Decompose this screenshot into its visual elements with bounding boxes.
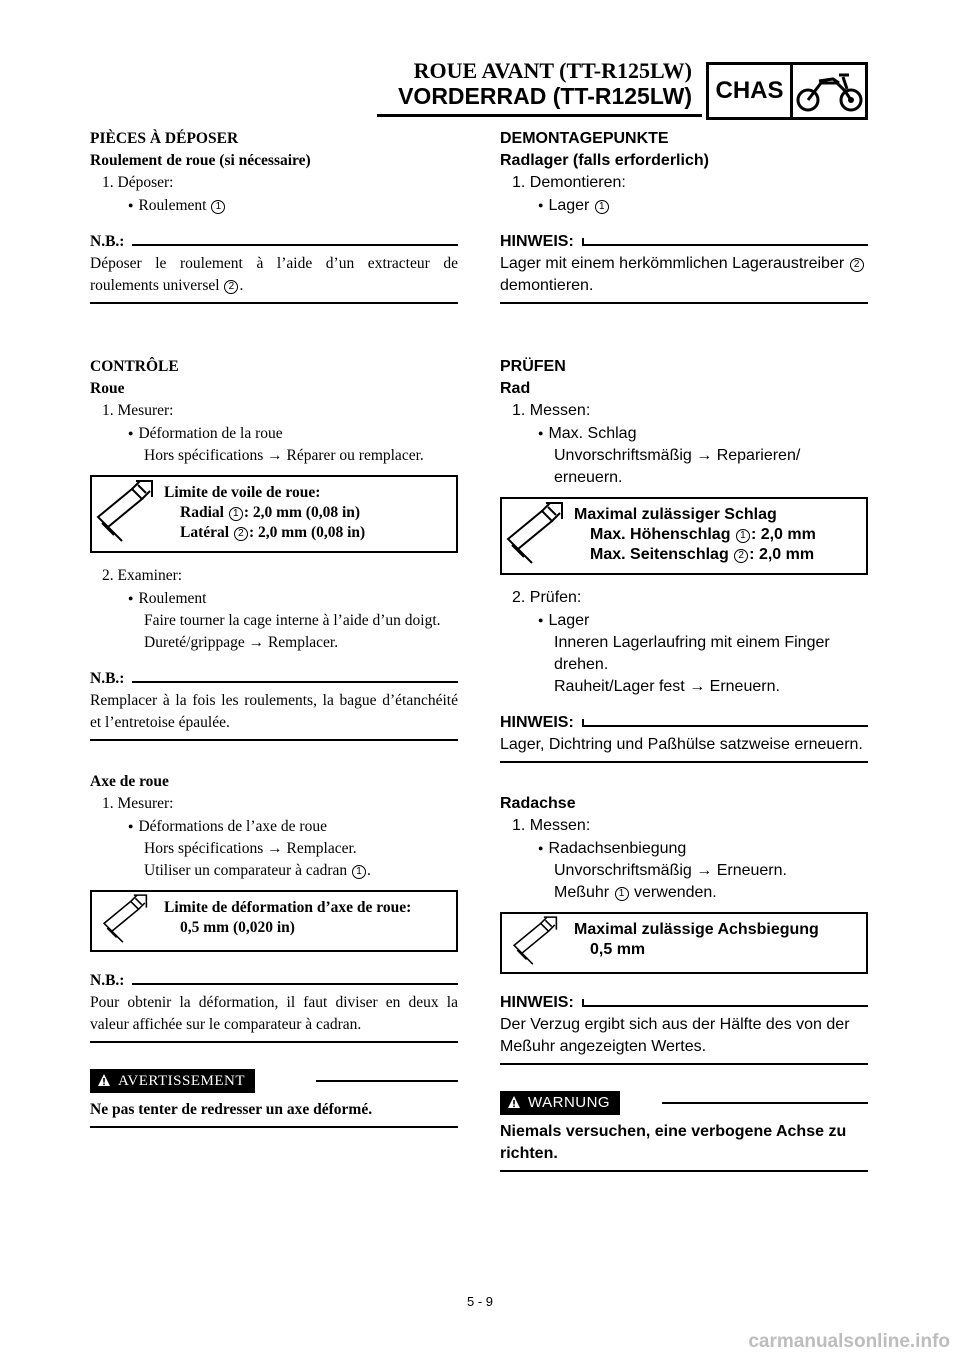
caliper-icon — [92, 477, 160, 551]
bullet-item: ● Radachsenbiegung — [500, 837, 868, 860]
spec-line: Radial 1 : 2,0 mm (0,08 in) — [180, 504, 361, 521]
note-label: N.B.: — [90, 231, 132, 253]
spec-line: Max. Seitenschlag 2 : 2,0 mm — [590, 546, 815, 563]
bullet-item: ● Roulement 1 — [90, 194, 458, 217]
caliper-icon — [92, 892, 160, 950]
subsection-title: Rad — [500, 380, 531, 397]
note-block — [90, 231, 458, 304]
spec-box — [90, 475, 458, 553]
instruction-text: Meßuhr 1 verwenden. — [554, 884, 717, 901]
spec-title: Limite de voile de roue: — [164, 484, 321, 501]
spec-box — [90, 890, 458, 952]
ref-number: 1 — [595, 200, 609, 214]
step: 1. Messen: — [512, 817, 591, 834]
instruction-text: Utiliser un comparateur à cadran 1 . — [144, 862, 371, 879]
spec-box — [500, 497, 868, 575]
instruction-text: Dureté/grippage → Remplacer. — [144, 634, 339, 651]
note-block — [500, 231, 868, 304]
step: 1. Déposer: — [102, 174, 174, 191]
ref-number: 2 — [234, 527, 248, 541]
ref-number: 1 — [736, 529, 750, 543]
step: 1. Mesurer: — [102, 402, 174, 419]
step: 2. Prüfen: — [512, 589, 582, 606]
note-text: Remplacer à la fois les roulements, la bague d’étanchéité et l’entretoise épaulée. — [90, 692, 458, 731]
section-title: DEMONTAGEPUNKTE — [500, 130, 669, 147]
section-label: CHAS — [709, 65, 793, 117]
note-text: Lager mit einem herkömmlichen Lageraustreiber 2 demontieren. — [500, 253, 868, 297]
section-title: CONTRÔLE — [90, 358, 179, 375]
bullet-item: ● Max. Schlag — [500, 422, 868, 445]
step: 2. Examiner: — [102, 567, 183, 584]
column-french — [90, 128, 458, 1128]
note-block — [500, 992, 868, 1065]
note-label: HINWEIS: — [500, 231, 582, 253]
bullet-item: ● Lager 1 — [500, 194, 868, 217]
ref-number: 1 — [615, 887, 629, 901]
note-label: N.B.: — [90, 668, 132, 690]
subsection-title: Radlager (falls erforderlich) — [500, 152, 709, 169]
ref-number: 2 — [734, 549, 748, 563]
header-rule — [377, 114, 702, 117]
note-label: HINWEIS: — [500, 992, 582, 1014]
bullet-item: ● Roulement — [90, 587, 458, 610]
ref-number: 1 — [352, 865, 366, 879]
step: 1. Demontieren: — [512, 174, 626, 191]
ref-number: 1 — [229, 507, 243, 521]
header-title-de: VORDERRAD (TT-R125LW) — [398, 83, 692, 109]
step: 1. Mesurer: — [102, 795, 174, 812]
instruction-text: Unvorschriftsmäßig → Reparieren/ erneuern. — [554, 447, 801, 486]
spec-title: Maximal zulässige Achsbiegung — [574, 921, 819, 938]
spec-line: Latéral 2 : 2,0 mm (0,08 in) — [180, 524, 366, 541]
spec-line: 0,5 mm — [590, 941, 646, 958]
spec-box — [500, 912, 868, 974]
note-block — [90, 970, 458, 1043]
warning-icon — [507, 1095, 521, 1109]
warning-label: AVERTISSEMENT — [90, 1069, 255, 1093]
ref-number: 2 — [850, 258, 864, 272]
column-german — [500, 128, 868, 1172]
note-text: Lager, Dichtring und Paßhülse satzweise erneuern. — [500, 736, 863, 753]
ref-number: 1 — [211, 200, 225, 214]
section-title: PRÜFEN — [500, 358, 566, 375]
note-text: Pour obtenir la déformation, il faut diviser en deux la valeur affichée sur le comparateur à cadran. — [90, 994, 458, 1033]
page-number: 5 - 9 — [466, 1294, 493, 1309]
warning-banner — [500, 1091, 868, 1117]
step: 1. Messen: — [512, 402, 591, 419]
motorcycle-icon — [795, 69, 865, 115]
note-text: Déposer le roulement à l’aide d’un extracteur de roulements universel 2 . — [90, 255, 458, 294]
header-title-fr: ROUE AVANT (TT-R125LW) — [413, 58, 692, 83]
spec-line: 0,5 mm (0,020 in) — [180, 919, 295, 936]
warning-text: Niemals versuchen, eine verbogene Achse zu richten. — [500, 1123, 847, 1162]
subsection-title: Roue — [90, 380, 125, 397]
note-block — [90, 668, 458, 741]
warning-text: Ne pas tenter de redresser un axe déformé. — [90, 1101, 373, 1118]
footer-watermark: carmanualsonline.info — [748, 1331, 950, 1352]
note-label: HINWEIS: — [500, 712, 582, 734]
spec-title: Limite de déformation d’axe de roue: — [164, 899, 412, 916]
instruction-text: Rauheit/Lager fest → Erneuern. — [554, 678, 780, 695]
spec-title: Maximal zulässiger Schlag — [574, 506, 777, 523]
bullet-item: ● Lager — [500, 609, 868, 632]
subsection-title: Roulement de roue (si nécessaire) — [90, 152, 311, 169]
instruction-text: Faire tourner la cage interne à l’aide d’un doigt. — [144, 612, 441, 629]
caliper-icon — [502, 914, 570, 972]
instruction-text: Hors spécifications → Remplacer. — [144, 840, 357, 857]
bullet-item: ● Déformations de l’axe de roue — [90, 815, 458, 838]
warning-label: WARNUNG — [500, 1091, 620, 1115]
caliper-icon — [502, 499, 570, 573]
warning-icon — [97, 1073, 111, 1087]
note-block — [500, 712, 868, 763]
instruction-text: Hors spécifications → Réparer ou remplacer. — [144, 447, 424, 464]
ref-number: 2 — [224, 280, 238, 294]
note-label: N.B.: — [90, 970, 132, 992]
instruction-text: Unvorschriftsmäßig → Erneuern. — [554, 862, 787, 879]
subsection-title: Radachse — [500, 795, 576, 812]
bullet-item: ● Déformation de la roue — [90, 422, 458, 445]
warning-banner — [90, 1069, 458, 1095]
section-badge — [706, 62, 868, 120]
subsection-title: Axe de roue — [90, 773, 169, 790]
spec-line: Max. Höhenschlag 1 : 2,0 mm — [590, 526, 816, 543]
note-text: Der Verzug ergibt sich aus der Hälfte des von der Meßuhr angezeigten Wertes. — [500, 1016, 850, 1055]
instruction-text: Inneren Lagerlaufring mit einem Finger drehen. — [554, 634, 830, 673]
section-title: PIÈCES À DÉPOSER — [90, 130, 239, 147]
